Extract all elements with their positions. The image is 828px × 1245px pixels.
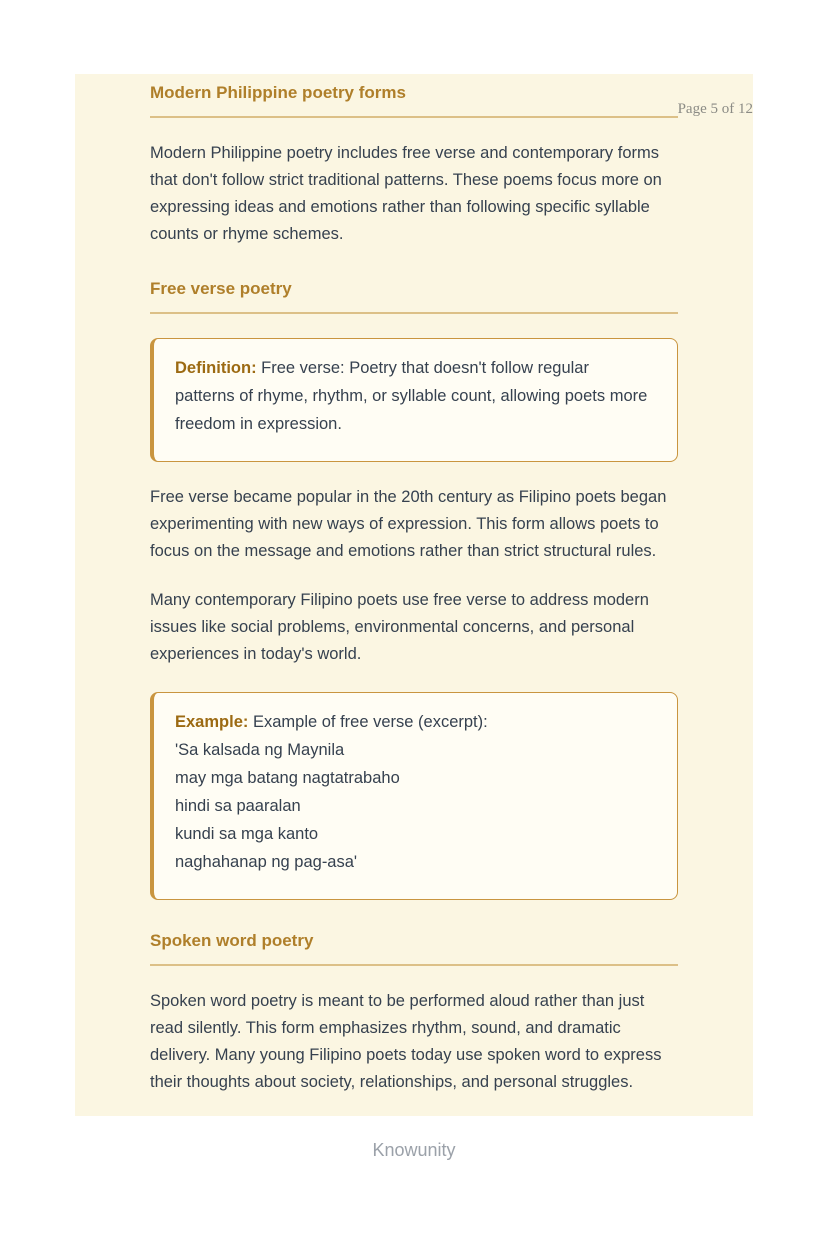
example-box-intro [175, 708, 653, 736]
verse-line: 'Sa kalsada ng Maynila [175, 741, 345, 759]
document-page [0, 74, 828, 1245]
paragraph-modern-forms: Modern Philippine poetry includes free verse and contemporary forms that don't follow strict traditional patterns. These poems focus more on expressing ideas and emotions rather than following specific syllable counts or rhyme schemes. [150, 144, 662, 243]
footer-brand: Knowunity [372, 1140, 456, 1160]
definition-box-text [175, 354, 653, 438]
section-rule [150, 312, 678, 314]
example-intro-text: Example of free verse (excerpt): [252, 713, 488, 731]
verse-line: kundi sa mga kanto [175, 825, 319, 843]
verse-line: may mga batang nagtatrabaho [175, 769, 400, 787]
section-rule [150, 116, 678, 118]
section-heading-modern-forms: Modern Philippine poetry forms [150, 83, 406, 102]
document-content [75, 74, 753, 1116]
paragraph-free-verse-history: Free verse became popular in the 20th century as Filipino poets began experimenting with new ways of expression. This form allows poets to focus on the message and emotions rather than strict structural rules. [150, 488, 667, 560]
section-heading-spoken-word: Spoken word poetry [150, 931, 314, 950]
section-rule [150, 964, 678, 966]
paragraph-spoken-word: Spoken word poetry is meant to be performed aloud rather than just read silently. This form emphasizes rhythm, sound, and dramatic delivery. Many young Filipino poets today use spoken word to express their thoughts about society, relationships, and personal struggles. [150, 992, 662, 1091]
example-label: Example: [175, 713, 249, 731]
verse-line: naghahanap ng pag-asa' [175, 853, 358, 871]
section-heading-free-verse: Free verse poetry [150, 279, 292, 298]
definition-label: Definition: [175, 359, 257, 377]
example-box [150, 692, 678, 900]
paragraph-free-verse-contemporary: Many contemporary Filipino poets use free verse to address modern issues like social problems, environmental concerns, and personal experiences in today's world. [150, 591, 649, 663]
definition-body: Free verse: Poetry that doesn't follow regular patterns of rhyme, rhythm, or syllable count, allowing poets more freedom in expression. [175, 359, 648, 433]
verse-line: hindi sa paaralan [175, 797, 301, 815]
page-indicator: Page 5 of 12 [677, 101, 753, 117]
definition-box [150, 338, 678, 462]
